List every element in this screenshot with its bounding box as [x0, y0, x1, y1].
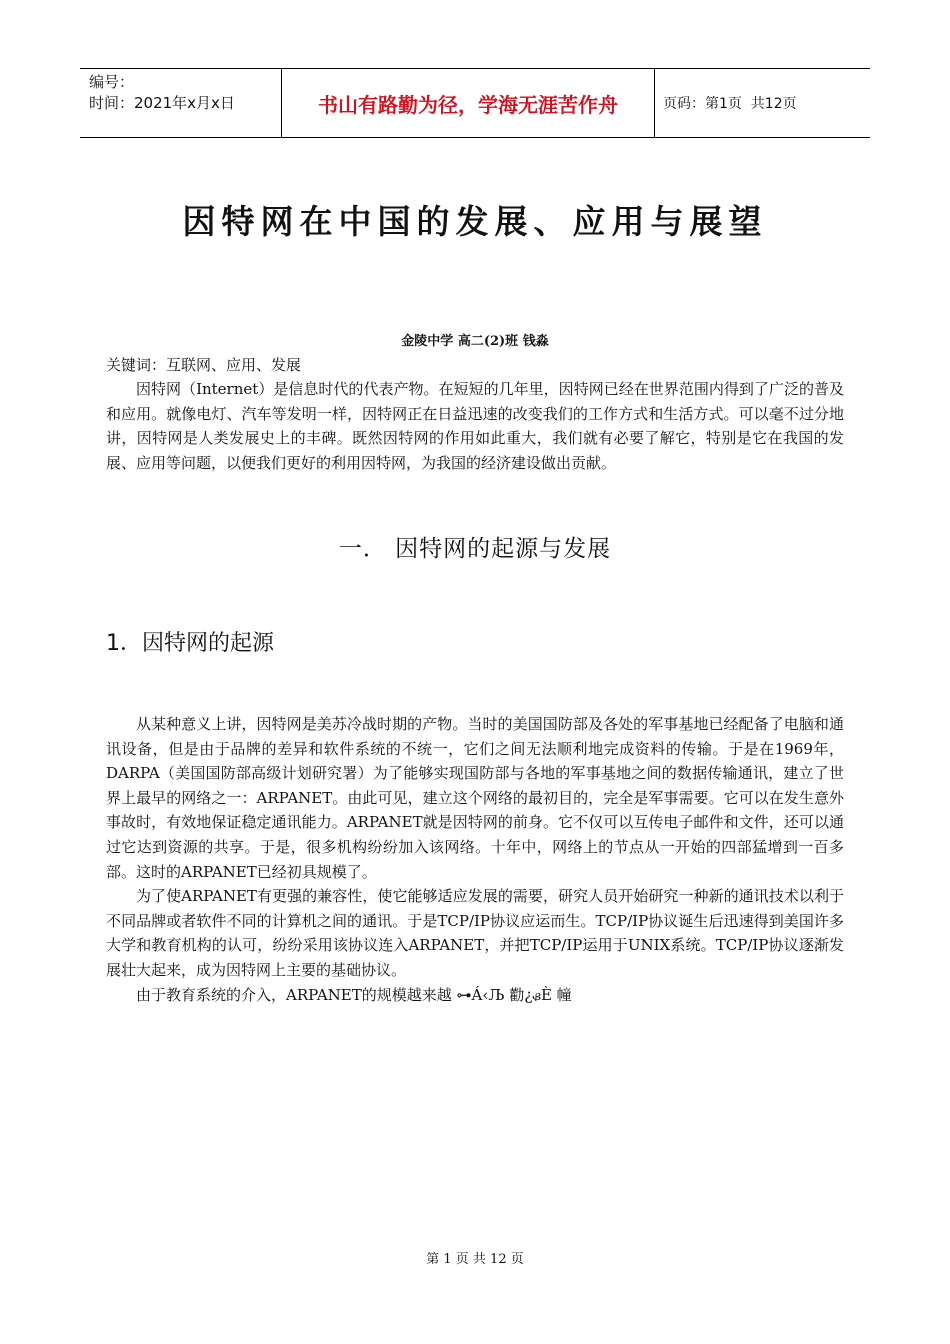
- document-header: [80, 68, 870, 138]
- keywords: 关键词：互联网、应用、发展: [106, 356, 302, 374]
- author-line: 金陵中学 高二(2)班 钱淼: [401, 334, 549, 349]
- number-label: 编号：: [89, 73, 135, 91]
- document-title: 因特网在中国的发展、应用与展望: [182, 202, 768, 241]
- subsection-heading: 1．因特网的起源: [106, 631, 274, 656]
- header-meta: [80, 69, 290, 137]
- motto: 书山有路勤为径，学海无涯苦作舟: [281, 69, 655, 137]
- body-paragraph: 为了使ARPANET有更强的兼容性，使它能够适应发展的需要，研究人员开始研究一种新的通讯技术以利于不同品牌或者软件不同的计算机之间的通讯。于是TCP/IP协议应运而生。TCP/IP协议诞生后迅速得到美国许多大学和教育机构的认可，纷纷采用该协议连入ARPANET，并把TCP/IP运用于UNIX系统。TCP/IP协议逐渐发展壮大起来，成为因特网上主要的基础协议。: [106, 887, 844, 979]
- header-page-info: [653, 69, 870, 137]
- time-label: 时间：2021年x月x日: [89, 94, 235, 112]
- body-paragraph: 从某种意义上讲，因特网是美苏冷战时期的产物。当时的美国国防部及各处的军事基地已经配备了电脑和通讯设备，但是由于品牌的差异和软件系统的不统一，它们之间无法顺利地完成资料的传输。于是在1969年，DARPA（美国国防部高级计划研究署）为了能够实现国防部与各地的军事基地之间的数据传输通讯，建立了世界上最早的网络之一：ARPANET。由此可见，建立这个网络的最初目的，完全是军事需要。它可以在发生意外事故时，有效地保证稳定通讯能力。ARPANET就是因特网的前身。它不仅可以互传电子邮件和文件，还可以通过它达到资源的共享。于是，很多机构纷纷加入该网络。十年中，网络上的节点从一开始的四部猛增到一百多部。这时的ARPANET已经初具规模了。: [106, 715, 844, 881]
- intro-paragraph: 因特网（Internet）是信息时代的代表产物。在短短的几年里，因特网已经在世界范围内得到了广泛的普及和应用。就像电灯、汽车等发明一样，因特网正在日益迅速的改变我们的工作方式和生活方式。可以毫不过分地讲，因特网是人类发展史上的丰碑。既然因特网的作用如此重大，我们就有必要了解它，特别是它在我国的发展、应用等问题，以便我们更好的利用因特网，为我国的经济建设做出贡献。: [106, 380, 844, 472]
- section-heading: 一． 因特网的起源与发展: [338, 536, 612, 562]
- body-paragraph: 由于教育系统的介入，ARPANET的规模越来越 ⊶Á‹Љ 勸¿ᏸÈ 幢: [136, 986, 572, 1004]
- page-footer: 第 1 页 共 12 页: [426, 1252, 524, 1267]
- page-info-label: 页码：第1页 共12页: [663, 96, 797, 112]
